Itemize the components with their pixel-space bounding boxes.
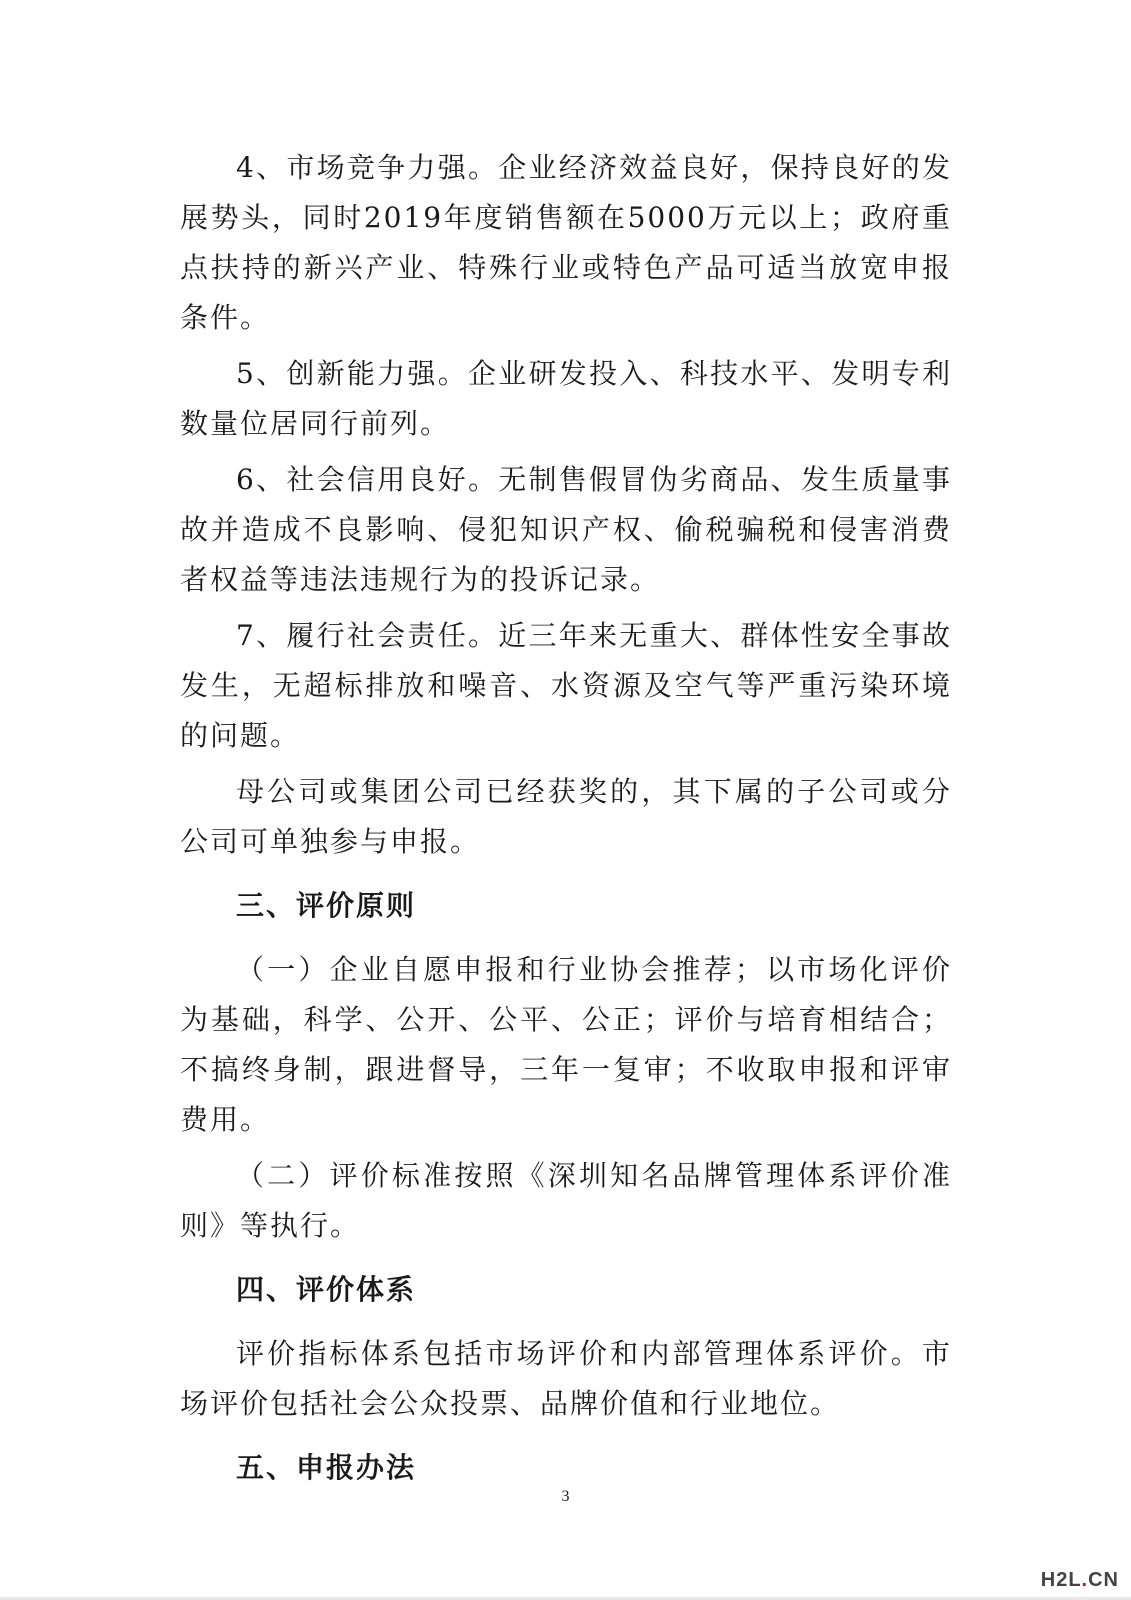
watermark-dot: . — [1081, 1569, 1089, 1591]
section-heading-evaluation-principles: 三、评价原则 — [236, 889, 417, 922]
document-body — [180, 143, 952, 1493]
section-heading-evaluation-system: 四、评价体系 — [236, 1273, 417, 1306]
paragraph-social-responsibility: 7、履行社会责任。近三年来无重大、群体性安全事故发生，无超标排放和噪音、水资源及空气等严重污染环境的问题。 — [180, 619, 952, 752]
paragraph-market-competitiveness: 4、市场竞争力强。企业经济效益良好，保持良好的发展势头，同时2019年度销售额在5000万元以上；政府重点扶持的新兴产业、特殊行业或特色产品可适当放宽申报条件。 — [180, 151, 952, 334]
paragraph-subsidiary-note: 母公司或集团公司已经获奖的，其下属的子公司或分公司可单独参与申报。 — [180, 775, 952, 858]
watermark-logo — [1041, 1569, 1119, 1592]
page-number: 3 — [561, 1488, 570, 1505]
paragraph-principle-1: （一）企业自愿申报和行业协会推荐；以市场化评价为基础，科学、公开、公平、公正；评价与培育相结合；不搞终身制，跟进督导，三年一复审；不收取申报和评审费用。 — [180, 953, 952, 1136]
paragraph-principle-2: （二）评价标准按照《深圳知名品牌管理体系评价准则》等执行。 — [180, 1159, 952, 1242]
paragraph-social-credit: 6、社会信用良好。无制售假冒伪劣商品、发生质量事故并造成不良影响、侵犯知识产权、偷税骗税和侵害消费者权益等违法违规行为的投诉记录。 — [180, 463, 952, 596]
paragraph-innovation: 5、创新能力强。企业研发投入、科技水平、发明专利数量位居同行前列。 — [180, 357, 952, 440]
section-heading-application-method: 五、申报办法 — [236, 1451, 417, 1484]
watermark-part-c: CN — [1088, 1569, 1119, 1591]
paragraph-evaluation-system: 评价指标体系包括市场评价和内部管理体系评价。市场评价包括社会公众投票、品牌价值和行业地位。 — [180, 1337, 952, 1420]
watermark-part-a: H2L — [1040, 1569, 1082, 1591]
